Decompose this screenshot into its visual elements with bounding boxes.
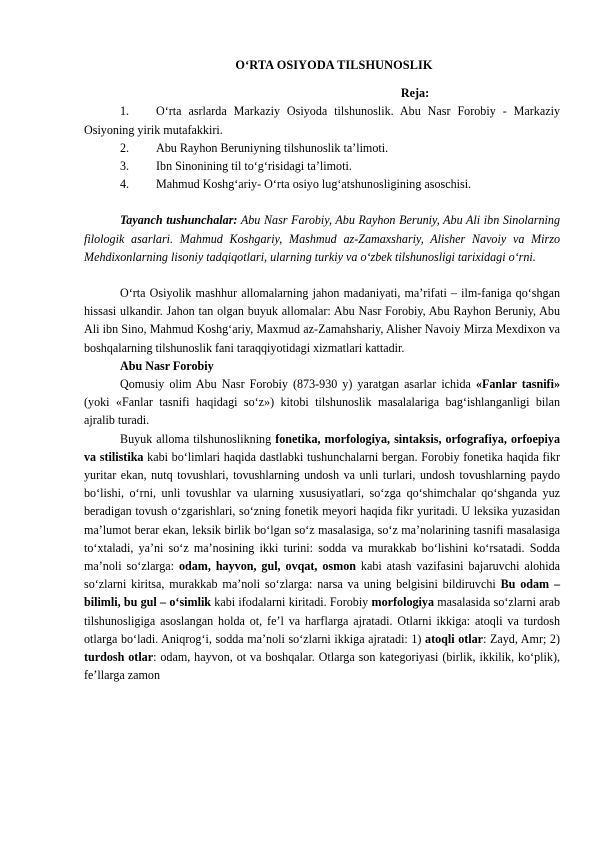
bold-term: odam, hayvon, gul, ovqat, osmon — [178, 559, 356, 574]
plan-item-number: 1. — [120, 104, 130, 119]
plan-item — [84, 102, 560, 138]
document-title: O‘RTA OSIYODA TILSHUNOSLIK — [235, 58, 433, 72]
plan-item-text: O‘rta asrlarda Markaziy Osiyoda tilshunoslik. Abu Nasr Forobiy - Markaziy Osiyoning yirik mutafakkiri. — [84, 104, 560, 137]
plan-item — [84, 139, 560, 157]
plan-item-text: Mahmud Koshg‘ariy- O‘rta osiyo lug‘atshunosligining asoschisi. — [156, 177, 472, 192]
plan-item — [84, 157, 560, 175]
key-concepts-text: Abu Nasr Farobiy, Abu Rayhon Beruniy, Abu Ali ibn Sinolarning filologik asarlari. Mahmud Koshgariy, Mashmud az-Zamaxshariy, Alisher Navoiy va Mirzo Mehdixonlarning lisoniy tadqiqotlari, ularning turkiy va o‘zbek tilshunosligi tarixidagi o‘rni. — [84, 213, 560, 264]
plan-item-number: 4. — [120, 177, 130, 192]
bold-term: morfologiya — [371, 595, 434, 610]
paragraph-forobiy-works — [84, 375, 560, 430]
plan-item-text: Ibn Sinonining til to‘g‘risidagi ta’limoti. — [156, 159, 352, 174]
text-run: Buyuk alloma tilshunoslikning — [120, 431, 276, 446]
text-run: : Zayd, Amr; 2) — [483, 631, 560, 646]
plan-item-number: 2. — [120, 140, 130, 155]
key-concepts-label: Tayanch tushunchalar: — [120, 213, 238, 228]
text-run: (yoki «Fanlar tasnifi haqidagi so‘z») kitobi tilshunoslik masalalariga bag‘ishlanganligi bilan ajralib turadi. — [84, 395, 560, 428]
text-run: kabi ifodalarni kiritadi. Forobiy — [211, 595, 372, 610]
plan-item — [84, 175, 560, 193]
plan-item-number: 3. — [120, 159, 130, 174]
bold-term: turdosh otlar — [84, 650, 154, 665]
plan-item-text: Abu Rayhon Beruniyning tilshunoslik ta’limoti. — [156, 140, 389, 155]
plan-heading: Reja: — [400, 86, 430, 101]
bold-term: fonetika, morfologiya, sintaksis, orfografiya, orfoepiya va stilistika — [84, 431, 560, 464]
text-run: masalasida so‘zlarni arab tilshunosligiga asoslangan holda ot, fe’l va harflarga ajratadi. Otlarni ikkiga: atoqli va turdosh otlarga bo‘ladi. Aniqrog‘i, sodda ma’noli so‘zlarni ikkiga ajratadi: 1) — [84, 595, 561, 646]
book-title: «Fanlar tasnifi» — [475, 377, 560, 392]
intro-paragraph: O‘rta Osiyolik mashhur allomalarning jahon madaniyati, ma’rifati – ilm-faniga qo‘shgan hissasi ulkandir. Jahon tan olgan buyuk allomalar: Abu Nasr Forobiy, Abu Rayhon Beruniy, Abu Ali ibn Sino, Mahmud Koshg‘ariy, Maxmud az-Zamahshariy, Alisher Navoiy Mirza Mexdixon va boshqalarning tilshunoslik fani taraqqiyotidagi xizmatlari kattadir. — [84, 286, 560, 355]
section-heading: Abu Nasr Forobiy — [120, 358, 214, 373]
bold-term: atoqli otlar — [425, 631, 484, 646]
key-concepts-paragraph — [84, 211, 560, 266]
plan-list — [84, 102, 560, 193]
text-run: kabi atash vazifasini bajaruvchi alohida so‘zlarni kiritsa, murakkab ma’noli so‘zlarga: narsa va uning belgisini bildiruvchi — [84, 559, 560, 592]
text-run: Qomusiy olim Abu Nasr Forobiy (873-930 y) yaratgan asarlar ichida — [120, 377, 476, 392]
text-run: : odam, hayvon, ot va boshqalar. Otlarga son kategoriyasi (birlik, ikkilik, ko‘plik), fe’llarga zamon — [84, 650, 560, 683]
bold-term: Bu odam – bilimli, bu gul – o‘simlik — [84, 577, 561, 610]
text-run: kabi bo‘limlari haqida dastlabki tushunchalarni bergan. Forobiy fonetika haqida fikr yuritar ekan, nutq tovushlari, tovushlarning undosh va unli turlari, undosh tovushlarning paydo bo‘lishi, o‘rni, unli tovushlar va ularning xususiyatlari, so‘zga qo‘shimchalar qo‘shganda yuz beradigan tovush o‘zgarishlari, so‘zning fonetik meyori haqida fikr yuritadi. U leksika yuzasidan ma’lumot berar ekan, leksik birlik bo‘lgan so‘z masalasiga, so‘z ma’nolarining tasnifi masalasiga to‘xtaladi, ya’ni so‘z ma’nosining ikki turini: sodda va murakkab bo‘lishini ko‘rsatadi. Sodda ma’noli so‘zlarga: — [84, 449, 560, 574]
paragraph-forobiy-linguistics — [84, 430, 560, 685]
